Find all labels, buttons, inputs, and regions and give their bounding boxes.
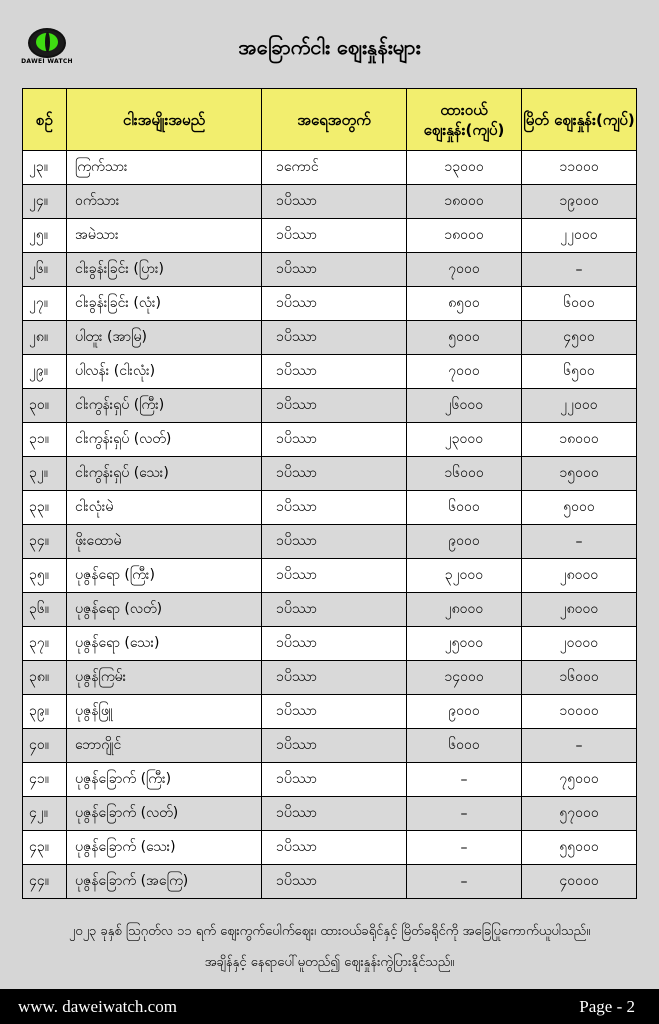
myeik-price: ၂၈၀၀၀: [522, 593, 637, 627]
row-number: ၄၁။: [23, 763, 67, 797]
row-number: ၄၄။: [23, 865, 67, 899]
item-name: ပုဇွန်ကြမ်း: [67, 661, 262, 695]
row-number: ၃၇။: [23, 627, 67, 661]
table-row: [23, 865, 637, 899]
dawei-price: ၁၃၀၀၀: [407, 151, 522, 185]
footer: [0, 989, 659, 1024]
item-quantity: ၁ပိဿာ: [262, 253, 407, 287]
myeik-price: ၁၈၀၀၀: [522, 423, 637, 457]
table-row: [23, 219, 637, 253]
table-row: [23, 661, 637, 695]
myeik-price: ၅၀၀၀: [522, 491, 637, 525]
dawei-price: ၇၀၀၀: [407, 355, 522, 389]
row-number: ၄၃။: [23, 831, 67, 865]
item-quantity: ၁ပိဿာ: [262, 355, 407, 389]
dawei-price: ၂၆၀၀၀: [407, 389, 522, 423]
item-name: ဘောဂျိုင်: [67, 729, 262, 763]
website-url[interactable]: www. daweiwatch.com: [18, 997, 177, 1016]
item-quantity: ၁ပိဿာ: [262, 321, 407, 355]
item-quantity: ၁ပိဿာ: [262, 423, 407, 457]
table-row: [23, 831, 637, 865]
dawei-price: ၉၀၀၀: [407, 695, 522, 729]
dawei-price: ၆၀၀၀: [407, 729, 522, 763]
table-row: [23, 695, 637, 729]
row-number: ၂၃။: [23, 151, 67, 185]
row-number: ၂၉။: [23, 355, 67, 389]
dawei-price: ၉၀၀၀: [407, 525, 522, 559]
item-name: ငါးလုံးမဲ: [67, 491, 262, 525]
table-row: [23, 423, 637, 457]
item-name: ပုဇွန်ခြောက် (လတ်): [67, 797, 262, 831]
myeik-price: ၄၅၀၀: [522, 321, 637, 355]
item-name: ဖိုးထောမဲ: [67, 525, 262, 559]
myeik-price: ၁၉၀၀၀: [522, 185, 637, 219]
table-row: [23, 151, 637, 185]
row-number: ၄၂။: [23, 797, 67, 831]
myeik-price: ၂၂၀၀၀: [522, 219, 637, 253]
row-number: ၃၃။: [23, 491, 67, 525]
row-number: ၂၈။: [23, 321, 67, 355]
row-number: ၂၇။: [23, 287, 67, 321]
price-disclaimer: အချိန်နှင့် နေရာပေါ်မူတည်၍ ဈေးနှုန်းကွဲပြားနိုင်သည်။: [204, 955, 455, 970]
table-row: [23, 457, 637, 491]
item-quantity: ၁ပိဿာ: [262, 525, 407, 559]
item-quantity: ၁ပိဿာ: [262, 491, 407, 525]
page-title: အခြောက်ငါး ဈေးနှုန်းများ: [238, 35, 421, 59]
item-name: ပုဇွန်ဖြူ: [67, 695, 262, 729]
item-quantity: ၁ပိဿာ: [262, 763, 407, 797]
item-quantity: ၁ပိဿာ: [262, 797, 407, 831]
row-number: ၃၁။: [23, 423, 67, 457]
dawei-price: ၇၀၀၀: [407, 253, 522, 287]
myeik-price: ၅၅၀၀၀: [522, 831, 637, 865]
table-row: [23, 185, 637, 219]
myeik-price: ၁၁၀၀၀: [522, 151, 637, 185]
item-name: ပါတူး (အာမြ): [67, 321, 262, 355]
item-name: ငါးခွန်းခြင်း (ပြား): [67, 253, 262, 287]
dawei-price: ၁၈၀၀၀: [407, 185, 522, 219]
item-name: ပုဇွန်ရော (ကြီး): [67, 559, 262, 593]
table-header-row: [23, 89, 637, 151]
item-name: ပုဇွန်ခြောက် (သေး): [67, 831, 262, 865]
row-number: ၃၈။: [23, 661, 67, 695]
dawei-price: ၅၀၀၀: [407, 321, 522, 355]
item-quantity: ၁ကောင်: [262, 151, 407, 185]
myeik-price: ၆၅၀၀: [522, 355, 637, 389]
row-number: ၂၄။: [23, 185, 67, 219]
item-name: ငါးကွန်းရှပ် (ကြီး): [67, 389, 262, 423]
item-name: ပါလန်း (ငါးလုံး): [67, 355, 262, 389]
item-name: ငါးခွန်းခြင်း (လုံး): [67, 287, 262, 321]
dawei-price: ၃၂၀၀၀: [407, 559, 522, 593]
table-row: [23, 355, 637, 389]
item-name: ကြက်သား: [67, 151, 262, 185]
row-number: ၂၆။: [23, 253, 67, 287]
item-name: ငါးကွန်းရှပ် (သေး): [67, 457, 262, 491]
item-name: ပုဇွန်ခြောက် (ကြီး): [67, 763, 262, 797]
item-quantity: ၁ပိဿာ: [262, 865, 407, 899]
item-quantity: ၁ပိဿာ: [262, 457, 407, 491]
item-quantity: ၁ပိဿာ: [262, 831, 407, 865]
myeik-price: ၄၀၀၀၀: [522, 865, 637, 899]
item-name: ပုဇွန်ခြောက် (အကြေ): [67, 865, 262, 899]
row-number: ၂၅။: [23, 219, 67, 253]
dawei-price: –: [407, 763, 522, 797]
item-quantity: ၁ပိဿာ: [262, 627, 407, 661]
dawei-price: ၂၈၀၀၀: [407, 593, 522, 627]
dawei-price: ၈၅၀၀: [407, 287, 522, 321]
dawei-price: ၆၀၀၀: [407, 491, 522, 525]
row-number: ၃၆။: [23, 593, 67, 627]
page-number: Page - 2: [579, 997, 635, 1016]
column-header-name: ငါးအမျိုးအမည်: [67, 89, 262, 151]
myeik-price: ၁၅၀၀၀: [522, 457, 637, 491]
item-quantity: ၁ပိဿာ: [262, 593, 407, 627]
dawei-price: ၁၈၀၀၀: [407, 219, 522, 253]
dawei-price: –: [407, 831, 522, 865]
item-name: ငါးကွန်းရှပ် (လတ်): [67, 423, 262, 457]
table-row: [23, 559, 637, 593]
item-quantity: ၁ပိဿာ: [262, 661, 407, 695]
myeik-price: ၁၀၀၀၀: [522, 695, 637, 729]
column-header-no: စဉ်: [23, 89, 67, 151]
table-row: [23, 593, 637, 627]
item-name: အမဲသား: [67, 219, 262, 253]
table-row: [23, 253, 637, 287]
dawei-price: –: [407, 797, 522, 831]
myeik-price: –: [522, 253, 637, 287]
item-quantity: ၁ပိဿာ: [262, 559, 407, 593]
myeik-price: ၂၂၀၀၀: [522, 389, 637, 423]
dawei-price: –: [407, 865, 522, 899]
myeik-price: ၆၀၀၀: [522, 287, 637, 321]
myeik-price: ၂၀၀၀၀: [522, 627, 637, 661]
column-header-myeik-price: မြိတ် ဈေးနှုန်း(ကျပ်): [522, 89, 637, 151]
dawei-price: ၂၅၀၀၀: [407, 627, 522, 661]
item-quantity: ၁ပိဿာ: [262, 729, 407, 763]
myeik-price: ၁၆၀၀၀: [522, 661, 637, 695]
logo-brand-text: DAWEI WATCH: [21, 58, 73, 65]
row-number: ၃၅။: [23, 559, 67, 593]
market-note: ၂၀၂၃ ခုနှစ် ဩဂုတ်လ ၁၁ ရက် ဈေးကွက်ပေါက်ဈေး၊ ထားဝယ်ခရိုင်နှင့် မြိတ်ခရိုင်ကို အခြေပြုကောက်ယူပါသည်။: [68, 924, 591, 939]
myeik-price: ၇၅၀၀၀: [522, 763, 637, 797]
item-name: ပုဇွန်ရော (သေး): [67, 627, 262, 661]
myeik-price: ၅၇၀၀၀: [522, 797, 637, 831]
price-table: [22, 88, 637, 899]
column-header-dawei-price: ထားဝယ် ဈေးနှုန်း(ကျပ်): [407, 89, 522, 151]
table-row: [23, 797, 637, 831]
item-quantity: ၁ပိဿာ: [262, 389, 407, 423]
table-row: [23, 729, 637, 763]
header: [0, 0, 659, 78]
item-quantity: ၁ပိဿာ: [262, 219, 407, 253]
dawei-price: ၁၄၀၀၀: [407, 661, 522, 695]
item-name: ဝက်သား: [67, 185, 262, 219]
table-row: [23, 525, 637, 559]
table-row: [23, 287, 637, 321]
dawei-price: ၁၆၀၀၀: [407, 457, 522, 491]
table-row: [23, 491, 637, 525]
myeik-price: ၂၈၀၀၀: [522, 559, 637, 593]
dawei-price: ၂၃၀၀၀: [407, 423, 522, 457]
item-quantity: ၁ပိဿာ: [262, 695, 407, 729]
column-header-quantity: အရေအတွက်: [262, 89, 407, 151]
myeik-price: –: [522, 525, 637, 559]
item-quantity: ၁ပိဿာ: [262, 287, 407, 321]
item-quantity: ၁ပိဿာ: [262, 185, 407, 219]
table-row: [23, 389, 637, 423]
myeik-price: –: [522, 729, 637, 763]
table-row: [23, 321, 637, 355]
table-row: [23, 763, 637, 797]
row-number: ၃၀။: [23, 389, 67, 423]
table-body: [23, 151, 637, 899]
row-number: ၃၉။: [23, 695, 67, 729]
row-number: ၃၂။: [23, 457, 67, 491]
row-number: ၄၀။: [23, 729, 67, 763]
item-name: ပုဇွန်ရော (လတ်): [67, 593, 262, 627]
row-number: ၃၄။: [23, 525, 67, 559]
table-row: [23, 627, 637, 661]
